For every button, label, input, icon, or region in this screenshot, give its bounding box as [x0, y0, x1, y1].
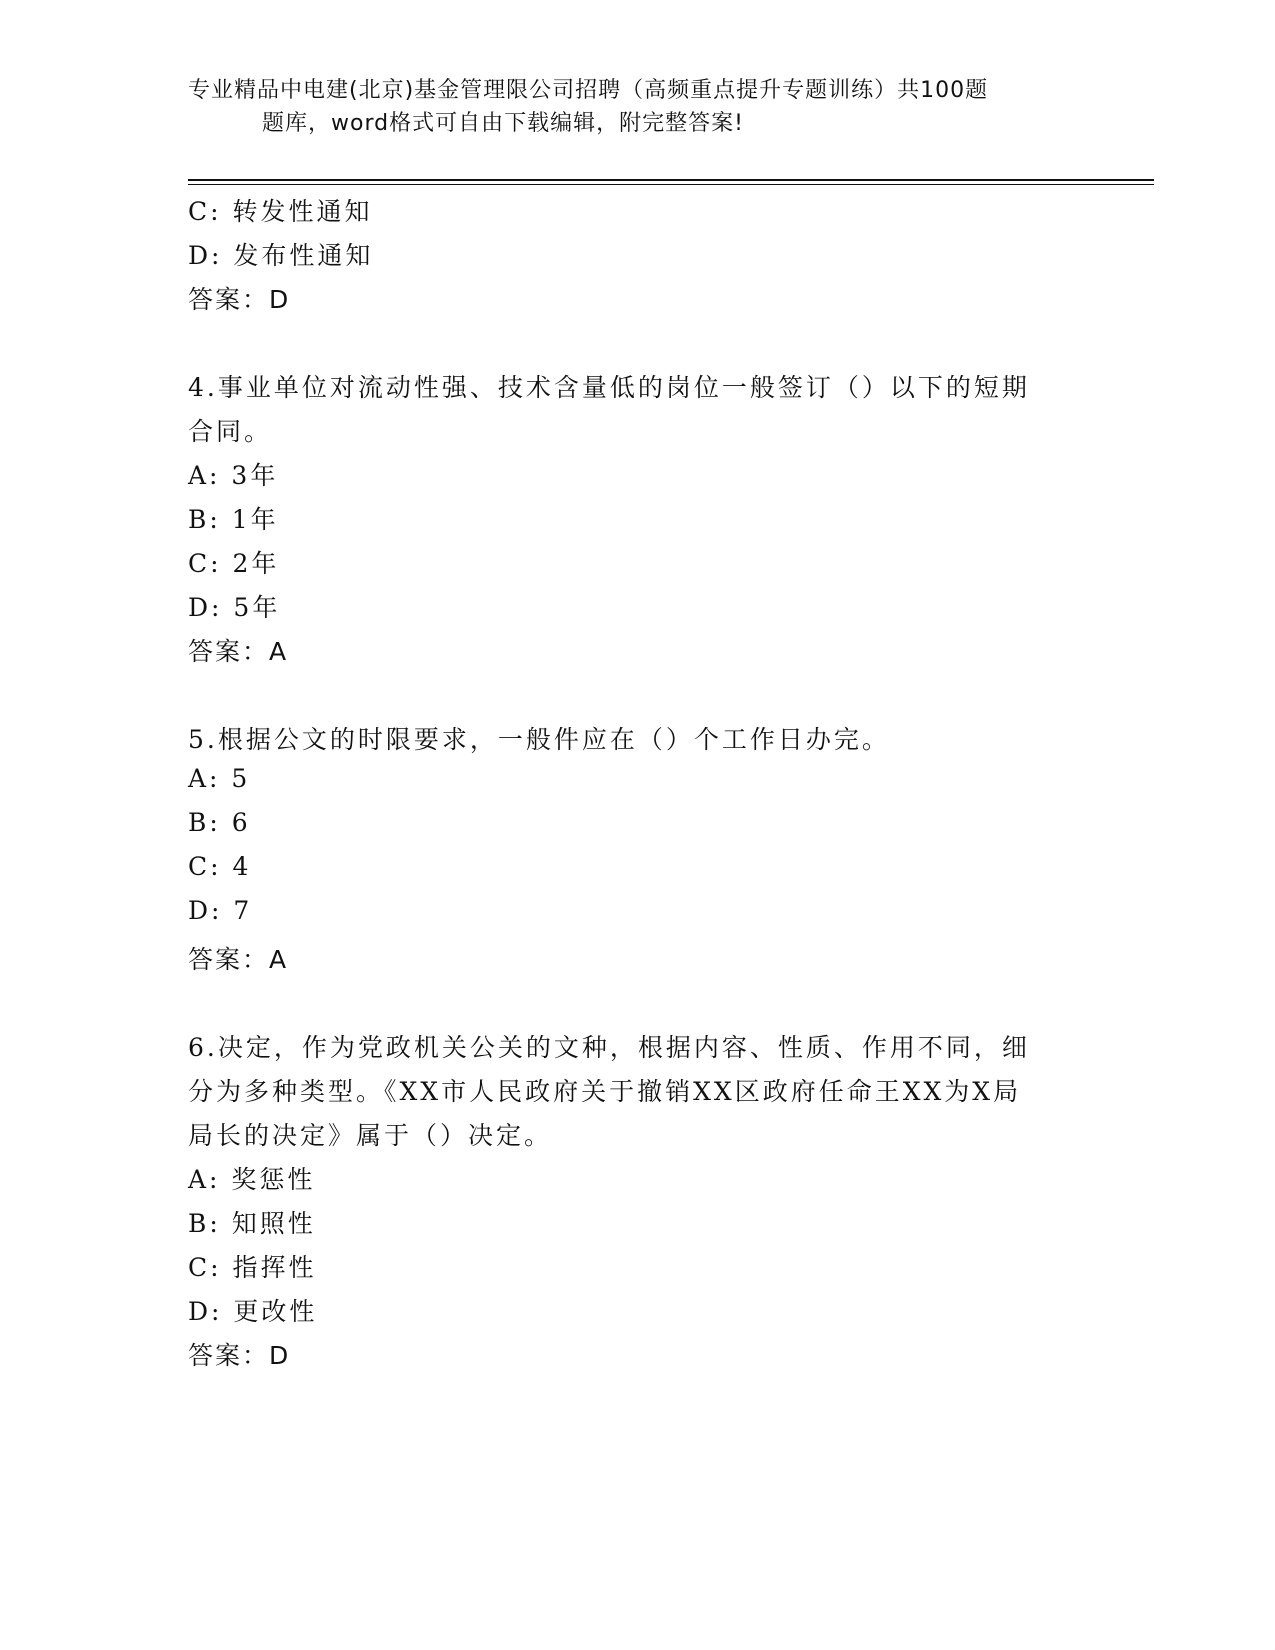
q3-answer: 答案：D	[188, 285, 291, 314]
q6-option-c: C: 指挥性	[188, 1253, 317, 1282]
q3-option-c: C: 转发性通知	[188, 197, 373, 226]
q4-option-d: D: 5年	[188, 593, 281, 622]
q6-stem-line-2: 分为多种类型。《XX市人民政府关于撤销XX区政府任命王XX为X局	[188, 1077, 1022, 1106]
q6-stem-line-1: 6.决定，作为党政机关公关的文种，根据内容、性质、作用不同，细	[188, 1033, 1030, 1062]
header-rule-thin	[188, 184, 1154, 185]
q5-option-b: B: 6	[188, 808, 251, 837]
q5-answer: 答案：A	[188, 945, 289, 974]
q4-stem-line-1: 4.事业单位对流动性强、技术含量低的岗位一般签订（）以下的短期	[188, 373, 1030, 402]
q5-option-a: A: 5	[188, 764, 251, 793]
q5-option-c: C: 4	[188, 852, 252, 881]
header-title-line-2: 题库，word格式可自由下载编辑，附完整答案!	[262, 111, 744, 136]
q3-option-d: D: 发布性通知	[188, 241, 374, 270]
q6-stem-line-3: 局长的决定》属于（）决定。	[188, 1121, 553, 1150]
q4-option-c: C: 2年	[188, 549, 280, 578]
q5-stem-line-1: 5.根据公文的时限要求，一般件应在（）个工作日办完。	[188, 725, 890, 754]
q5-option-d: D: 7	[188, 896, 253, 925]
q4-option-b: B: 1年	[188, 505, 279, 534]
q6-option-a: A: 奖惩性	[188, 1165, 316, 1194]
q6-option-b: B: 知照性	[188, 1209, 316, 1238]
q4-stem-line-2: 合同。	[188, 417, 273, 446]
q6-answer: 答案：D	[188, 1341, 291, 1370]
header-rule-thick	[188, 179, 1154, 181]
header-title-line-1: 专业精品中电建(北京)基金管理限公司招聘（高频重点提升专题训练）共100题	[188, 78, 989, 103]
document-header	[188, 74, 1068, 140]
q4-answer: 答案：A	[188, 637, 289, 666]
q6-option-d: D: 更改性	[188, 1297, 318, 1326]
q4-option-a: A: 3年	[188, 461, 279, 490]
